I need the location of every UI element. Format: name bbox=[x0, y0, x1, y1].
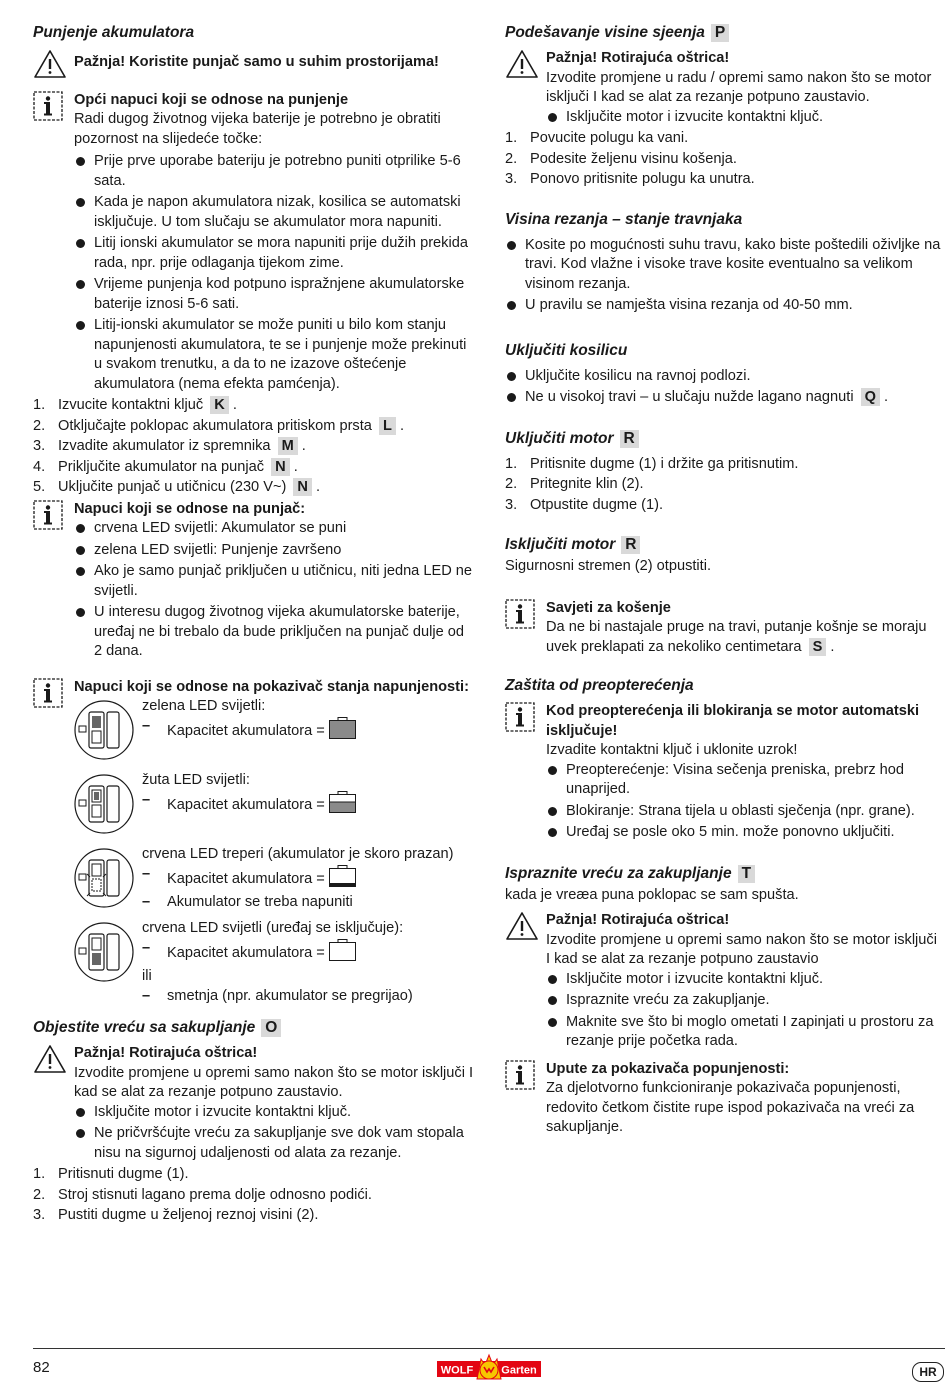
led-indicator-icon bbox=[73, 847, 135, 916]
footer-divider bbox=[33, 1348, 945, 1349]
indicator-label: crvena LED treperi (akumulator je skoro prazan) bbox=[142, 846, 454, 862]
note-title: Opći napuci koji se odnose na punjenje bbox=[74, 91, 349, 108]
battery-half-icon bbox=[329, 791, 356, 820]
warning-text: Izvodite promjene u opremi samo nakon što se motor isključi I kad se alat za rezanje potpuno zaustavio. bbox=[74, 1064, 474, 1100]
section-title-motor-off: Isključiti motor R bbox=[505, 534, 945, 555]
list-item: Preopterećenje: Visina sečenja preniska, prebrz hod unaprijed. bbox=[546, 761, 945, 800]
indicator-red-blinking bbox=[33, 845, 475, 919]
note-text: Za djelotvorno funkcioniranje pokazivača popunjenosti, redovito četkom čistite rupe ispod pokazivača na vreći za sakupljanje. bbox=[546, 1080, 915, 1135]
warning-text: Izvodite promjene u opremi samo nakon što se motor isključi I kad se alat za rezanje potpuno zaustavio bbox=[546, 931, 937, 967]
empty-bag-text: kada je vreæa puna poklopac se sam spušta. bbox=[505, 886, 799, 903]
indicator-or: ili bbox=[142, 968, 152, 984]
info-block-charging bbox=[33, 91, 475, 395]
motor-on-steps bbox=[505, 455, 945, 516]
indicator-red-solid bbox=[33, 919, 475, 1004]
list-item: Ne u visokoj travi – u slučaju nužde lagano nagnuti Q . bbox=[505, 388, 945, 408]
list-item: Isključite motor i izvucite kontaktni ključ. bbox=[546, 970, 945, 990]
left-column bbox=[33, 22, 475, 1227]
figure-key: K bbox=[210, 396, 229, 414]
figure-key: Q bbox=[861, 388, 880, 406]
warning-block bbox=[505, 911, 945, 1052]
list-item: U pravilu se namješta visina rezanja od 40-50 mm. bbox=[505, 296, 945, 316]
note-title: Kod preopterećenja ili blokiranja se motor automatski isključuje! bbox=[546, 703, 920, 739]
list-item: Vrijeme punjenja kod potpuno ispražnjene akumulatorske baterije iznosi 5-6 sati. bbox=[74, 275, 475, 314]
step-item: 1. Pritisnite dugme (1) i držite ga pritisnutim. bbox=[505, 455, 799, 472]
figure-key: L bbox=[379, 417, 396, 435]
info-block-tips bbox=[505, 599, 945, 658]
section-title-motor-on: Uključiti motor R bbox=[505, 428, 945, 449]
list-item: Kosite po mogućnosti suhu travu, kako biste poštedili oživljke na travi. Kod vlažne i visoke trave kosite eventualno sa velikom visinom rezanja. bbox=[505, 236, 945, 295]
warning-block bbox=[33, 49, 475, 73]
mower-on-bullets bbox=[505, 367, 945, 408]
step-item: 2. Podesite željenu visinu košenja. bbox=[505, 150, 737, 167]
list-item: Litij-ionski akumulator se može puniti u bilo kom stanju napunjenosti akumulatora, te se i punjenje može prekinuti u svakom trenutku, a da to ne izazove oštećenje akumulatora (nema efekta pamćenja). bbox=[74, 316, 475, 394]
step-item: 3. Pustiti dugme u željenoj reznoj visini (2). bbox=[33, 1207, 319, 1223]
warning-text: Pažnja! Koristite punjač samo u suhim prostorijama! bbox=[74, 54, 439, 70]
figure-key: N bbox=[293, 478, 312, 496]
note-title: Napuci koji se odnose na pokazivač stanja napunjenosti: bbox=[74, 678, 469, 695]
warning-title: Pažnja! Rotirajuća oštrica! bbox=[546, 50, 730, 66]
section-title-bag: Objestite vreću sa sakupljanje O bbox=[33, 1017, 475, 1038]
indicator-yellow bbox=[33, 771, 475, 845]
step-item: 2. Stroj stisnuti lagano prema dolje odnosno podići. bbox=[33, 1186, 372, 1203]
list-item: zelena LED svijetli: Punjenje završeno bbox=[74, 541, 475, 561]
section-title-overload: Zaštita od preopterećenja bbox=[505, 677, 694, 694]
motor-off-text: Sigurnosni stremen (2) otpustiti. bbox=[505, 558, 712, 574]
info-icon bbox=[33, 91, 63, 128]
step-item: 1. Povucite polugu ka vani. bbox=[505, 130, 689, 146]
indicator-line: – smetnja (npr. akumulator se pregrijao) bbox=[142, 987, 475, 1007]
step-item: 3. Izvadite akumulator iz spremnika M . bbox=[33, 438, 306, 454]
indicator-line: – Kapacitet akumulatora = bbox=[142, 791, 475, 820]
info-icon bbox=[505, 599, 535, 636]
note-text: Radi dugog životnog vijeka baterije je potrebno je obratiti pozornost na slijedeće točke: bbox=[74, 111, 441, 147]
warning-icon bbox=[33, 49, 67, 86]
indicator-line: – Kapacitet akumulatora = bbox=[142, 939, 475, 968]
indicator-line: – Kapacitet akumulatora = bbox=[142, 717, 475, 746]
section-title-height: Podešavanje visine sjeenja P bbox=[505, 22, 945, 43]
indicator-line: – Akumulator se treba napuniti bbox=[142, 893, 475, 913]
list-item: Ne pričvršćujte vreću za sakupljanje sve dok vam stopala nisu na sigurnoj udaljenosti od alata za rezanje. bbox=[74, 1124, 475, 1163]
note-text: Da ne bi nastajale pruge na travi, putanje košnje se moraju uvek preklapati za nekoliko centimetara S . bbox=[546, 619, 927, 655]
figure-key: R bbox=[620, 430, 639, 448]
height-bullets bbox=[546, 108, 945, 128]
section-title-mower-on: Uključiti kosilicu bbox=[505, 341, 628, 359]
cut-height-bullets bbox=[505, 236, 945, 316]
bag-steps bbox=[33, 1165, 475, 1226]
step-item: 2. Otključajte poklopac akumulatora pritiskom prsta L . bbox=[33, 417, 404, 434]
section-title-charging: Punjenje akumulatora bbox=[33, 24, 195, 41]
figure-key: R bbox=[621, 536, 640, 554]
list-item: Blokiranje: Strana tijela u oblasti sječenja (npr. grane). bbox=[546, 802, 945, 822]
led-indicator-icon bbox=[73, 699, 135, 768]
step-item: 1. Izvucite kontaktni ključ K . bbox=[33, 397, 237, 413]
list-item: Prije prve uporabe bateriju je potrebno puniti otprilike 5-6 sata. bbox=[74, 152, 475, 191]
charger-bullets bbox=[74, 519, 475, 662]
note-text: Izvadite kontaktni ključ i uklonite uzrok! bbox=[546, 742, 798, 758]
figure-key: O bbox=[261, 1019, 281, 1037]
logo-text-left: WOLF bbox=[440, 1364, 474, 1377]
logo-text-right: Garten bbox=[501, 1364, 537, 1377]
indicator-label: crvena LED svijetli (uređaj se isključuje): bbox=[142, 920, 404, 936]
step-item: 1. Pritisnuti dugme (1). bbox=[33, 1166, 189, 1182]
info-block-charger bbox=[33, 500, 475, 662]
indicator-line: – Kapacitet akumulatora = bbox=[142, 865, 475, 894]
right-column bbox=[505, 22, 945, 1138]
list-item: Litij ionski akumulator se mora napuniti prije dužih prekida rada, npr. prije odlaganja tijekom zime. bbox=[74, 234, 475, 273]
language-badge: HR bbox=[912, 1362, 944, 1382]
charging-bullets bbox=[74, 152, 475, 394]
warning-text: Izvodite promjene u radu / opremi samo nakon što se motor isključi I kad se alat za rezanje potpuno zaustavio. bbox=[546, 69, 932, 105]
list-item: crvena LED svijetli: Akumulator se puni bbox=[74, 519, 475, 539]
warning-block bbox=[505, 49, 945, 127]
list-item: Uređaj se posle oko 5 min. može ponovno uključiti. bbox=[546, 823, 945, 843]
led-indicator-icon bbox=[73, 921, 135, 990]
figure-key: S bbox=[809, 638, 827, 656]
step-item: 4. Priključite akumulator na punjač N . bbox=[33, 458, 298, 475]
list-item: Isključite motor i izvucite kontaktni ključ. bbox=[546, 108, 945, 128]
step-item: 2. Pritegnite klin (2). bbox=[505, 476, 644, 492]
warning-block bbox=[33, 1044, 475, 1163]
info-icon bbox=[505, 1060, 535, 1097]
list-item: Uključite kosilicu na ravnoj podlozi. bbox=[505, 367, 945, 387]
height-steps bbox=[505, 129, 945, 190]
battery-full-icon bbox=[329, 717, 356, 746]
indicator-green bbox=[33, 697, 475, 771]
info-icon bbox=[505, 702, 535, 739]
note-title: Savjeti za košenje bbox=[546, 599, 671, 616]
info-block-indicator bbox=[505, 1060, 945, 1138]
battery-empty-icon bbox=[329, 939, 356, 968]
step-item: 3. Ponovo pritisnite polugu ka unutra. bbox=[505, 171, 755, 187]
bag-bullets bbox=[74, 1103, 475, 1164]
list-item: U interesu dugog životnog vijeka akumulatorske baterije, uređaj ne bi trebalo da bude priključen na punjač dulje od 2 dana. bbox=[74, 603, 475, 662]
list-item: Ispraznite vreću za zakupljanje. bbox=[546, 991, 945, 1011]
note-title: Upute za pokazivača popunjenosti: bbox=[546, 1060, 790, 1077]
empty-bag-bullets bbox=[546, 970, 945, 1052]
figure-key: P bbox=[711, 24, 729, 42]
figure-key: T bbox=[738, 865, 755, 883]
page-number: 82 bbox=[33, 1359, 50, 1376]
list-item: Isključite motor i izvucite kontaktni ključ. bbox=[74, 1103, 475, 1123]
list-item: Maknite sve što bi moglo ometati I zapinjati u prostoru za rezanje prije početka rada. bbox=[546, 1013, 945, 1052]
list-item: Ako je samo punjač priključen u utičnicu, niti jedna LED ne svijetli. bbox=[74, 562, 475, 601]
charging-steps bbox=[33, 396, 475, 498]
list-item: Kada je napon akumulatora nizak, kosilica se automatski isključuje. U tom slučaju se akumulator mora napuniti. bbox=[74, 193, 475, 232]
battery-low-icon bbox=[329, 865, 356, 894]
info-icon bbox=[33, 500, 63, 537]
figure-key: N bbox=[271, 458, 290, 476]
section-title-cut-height: Visina rezanja – stanje travnjaka bbox=[505, 210, 743, 228]
warning-title: Pažnja! Rotirajuća oštrica! bbox=[74, 1045, 258, 1061]
warning-icon bbox=[505, 911, 539, 948]
section-title-empty-bag: Ispraznite vreću za zakupljanje T bbox=[505, 863, 945, 884]
note-title: Napuci koji se odnose na punjač: bbox=[74, 500, 306, 517]
info-block-overload bbox=[505, 702, 945, 843]
led-indicator-icon bbox=[73, 773, 135, 842]
step-item: 5. Uključite punjač u utičnicu (230 V~) N . bbox=[33, 479, 321, 495]
warning-title: Pažnja! Rotirajuća oštrica! bbox=[546, 912, 730, 928]
info-block-indicator bbox=[33, 678, 475, 698]
warning-icon bbox=[33, 1044, 67, 1081]
figure-key: M bbox=[278, 437, 298, 455]
indicator-label: zelena LED svijetli: bbox=[142, 698, 266, 714]
wolf-garten-logo bbox=[437, 1353, 541, 1383]
warning-icon bbox=[505, 49, 539, 86]
step-item: 3. Otpustite dugme (1). bbox=[505, 496, 664, 513]
indicator-label: žuta LED svijetli: bbox=[142, 772, 250, 788]
overload-bullets bbox=[546, 761, 945, 843]
